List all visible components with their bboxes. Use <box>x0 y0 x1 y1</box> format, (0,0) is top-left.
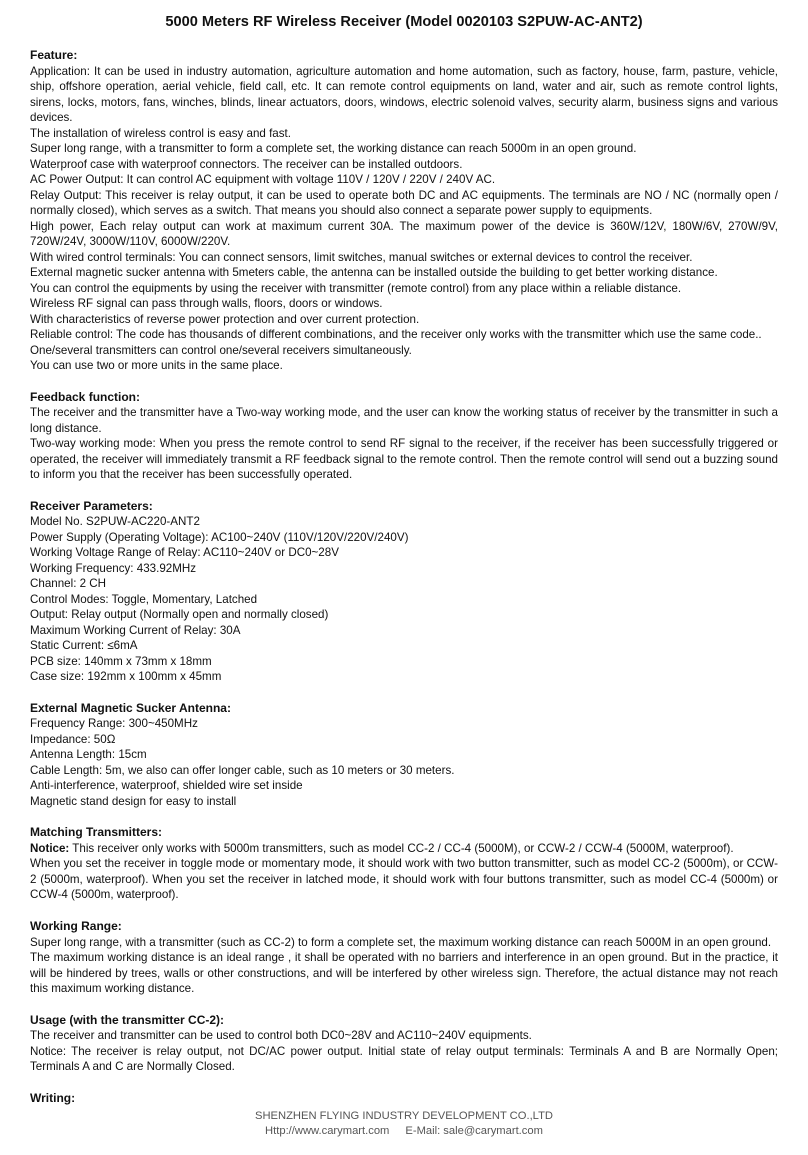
parameter-line: PCB size: 140mm x 73mm x 18mm <box>30 654 212 668</box>
section-matching-transmitters <box>30 825 778 903</box>
section-usage <box>30 1013 778 1075</box>
paragraph: Waterproof case with waterproof connectors. The receiver can be installed outdoors. <box>30 157 463 171</box>
antenna-line: Cable Length: 5m, we also can offer longer cable, such as 10 meters or 30 meters. <box>30 763 455 777</box>
paragraph: Two-way working mode: When you press the remote control to send RF signal to the receiver, if the receiver has been successfully triggered or operated, the receiver will immediately transmit a RF feedback signal to the remote control. Then the remote control will send out a buzzing sound to inform you that the receiver has been successfully operated. <box>30 437 778 482</box>
paragraph: AC Power Output: It can control AC equipment with voltage 110V / 120V / 220V / 240V AC. <box>30 173 496 187</box>
parameter-line: Working Frequency: 433.92MHz <box>30 561 197 575</box>
section-heading: Writing: <box>30 1090 76 1105</box>
paragraph: The receiver and transmitter can be used to control both DC0~28V and AC110~240V equipments. <box>30 1029 532 1043</box>
paragraph: You can use two or more units in the same place. <box>30 359 283 373</box>
paragraph: Reliable control: The code has thousands of different combinations, and the receiver only works with the transmitter which use the same code.. <box>30 328 762 342</box>
page-footer <box>0 1109 808 1138</box>
paragraph: With characteristics of reverse power protection and over current protection. <box>30 312 420 326</box>
page-title: 5000 Meters RF Wireless Receiver (Model 0020103 S2PUW-AC-ANT2) <box>165 14 643 30</box>
section-feature <box>30 48 778 374</box>
section-heading: Receiver Parameters: <box>30 498 153 513</box>
paragraph: Super long range, with a transmitter to form a complete set, the working distance can reach 5000m in an open ground. <box>30 142 637 156</box>
parameter-line: Case size: 192mm x 100mm x 45mm <box>30 670 222 684</box>
footer-email: E-Mail: sale@carymart.com <box>405 1124 543 1137</box>
section-heading: Feature: <box>30 48 78 62</box>
section-heading: Feedback function: <box>30 389 141 404</box>
paragraph: External magnetic sucker antenna with 5meters cable, the antenna can be installed outside the building to get better working distance. <box>30 266 718 280</box>
antenna-line: Magnetic stand design for easy to install <box>30 794 237 808</box>
antenna-line: Frequency Range: 300~450MHz <box>30 717 198 731</box>
parameter-line: Working Voltage Range of Relay: AC110~240V or DC0~28V <box>30 546 339 560</box>
paragraph: One/several transmitters can control one/several receivers simultaneously. <box>30 343 412 357</box>
paragraph: You can control the equipments by using the receiver with transmitter (remote control) from any place within a reliable distance. <box>30 281 682 295</box>
paragraph: Super long range, with a transmitter (such as CC-2) to form a complete set, the maximum working distance can reach 5000M in an open ground. <box>30 935 772 949</box>
parameter-line: Model No. S2PUW-AC220-ANT2 <box>30 515 200 529</box>
paragraph: Notice: The receiver is relay output, not DC/AC power output. Initial state of relay output terminals: Terminals A and B are Normally Open; Terminals A and C are Normally Closed. <box>30 1044 778 1074</box>
footer-company: SHENZHEN FLYING INDUSTRY DEVELOPMENT CO.,LTD <box>255 1110 553 1122</box>
parameter-line: Output: Relay output (Normally open and normally closed) <box>30 608 329 622</box>
paragraph: With wired control terminals: You can connect sensors, limit switches, manual switches or external devices to control the receiver. <box>30 250 693 264</box>
paragraph: Relay Output: This receiver is relay output, it can be used to operate both DC and AC equipments. The terminals are NO / NC (normally open / normally closed), which serves as a switch. That means you should also connect a separate power supply to equipments. <box>30 188 778 218</box>
notice-text: This receiver only works with 5000m transmitters, such as model CC-2 / CC-4 (5000M), or CCW-2 / CCW-4 (5000M, waterproof). <box>69 841 734 855</box>
section-working-range <box>30 919 778 997</box>
document-page <box>30 12 778 1122</box>
parameter-line: Control Modes: Toggle, Momentary, Latched <box>30 592 258 606</box>
paragraph: When you set the receiver in toggle mode or momentary mode, it should work with two button transmitter, such as model CC-2 (5000m), or CCW-2 (5000m, waterproof). When you set the receiver in latched mode, it should work with four buttons transmitter, such as model CC-4 (5000m) or CCW-4 (5000m, waterproof). <box>30 857 778 902</box>
section-antenna <box>30 701 778 810</box>
section-heading: Usage (with the transmitter CC-2): <box>30 1012 225 1027</box>
section-receiver-parameters <box>30 499 778 685</box>
paragraph: High power, Each relay output can work at maximum current 30A. The maximum power of the device is 360W/12V, 180W/6V, 270W/9V, 720W/24V, 3000W/110V, 6000W/220V. <box>30 219 778 249</box>
footer-website: Http://www.carymart.com <box>265 1124 390 1137</box>
section-writing <box>30 1091 778 1107</box>
section-heading: Working Range: <box>30 918 122 933</box>
section-heading: Matching Transmitters: <box>30 825 163 840</box>
footer-contact <box>0 1124 808 1139</box>
paragraph: The receiver and the transmitter have a Two-way working mode, and the user can know the working status of receiver by the transmitter in such a long distance. <box>30 406 778 435</box>
paragraph: The maximum working distance is an ideal range , it shall be operated with no barriers and interference in an open ground. But in the practice, it will be hindered by trees, walls or other constructions, and will be interfered by other wireless sign. Therefore, the actual distance may not reach this maximum working distance. <box>30 951 778 996</box>
section-feedback <box>30 390 778 483</box>
paragraph: Wireless RF signal can pass through walls, floors, doors or windows. <box>30 297 383 311</box>
paragraph: Application: It can be used in industry automation, agriculture automation and home automation, such as factory, house, farm, pasture, vehicle, ship, offshore operation, aerial vehicle, field call, etc. It can remote control equipments on land, water and air, such as remote control lights, sirens, locks, motors, fans, winches, blinds, linear actuators, doors, windows, electric solenoid valves, security alarm, business signs and various devices. <box>30 64 778 125</box>
parameter-line: Maximum Working Current of Relay: 30A <box>30 623 241 637</box>
notice-paragraph <box>30 841 778 857</box>
parameter-line: Static Current: ≤6mA <box>30 639 138 653</box>
notice-label: Notice: <box>30 841 70 855</box>
antenna-line: Antenna Length: 15cm <box>30 748 147 762</box>
antenna-line: Impedance: 50Ω <box>30 732 116 746</box>
antenna-line: Anti-interference, waterproof, shielded wire set inside <box>30 779 303 793</box>
paragraph: The installation of wireless control is easy and fast. <box>30 126 291 140</box>
section-heading: External Magnetic Sucker Antenna: <box>30 700 231 715</box>
parameter-line: Channel: 2 CH <box>30 577 107 591</box>
parameter-line: Power Supply (Operating Voltage): AC100~240V (110V/120V/220V/240V) <box>30 530 409 544</box>
